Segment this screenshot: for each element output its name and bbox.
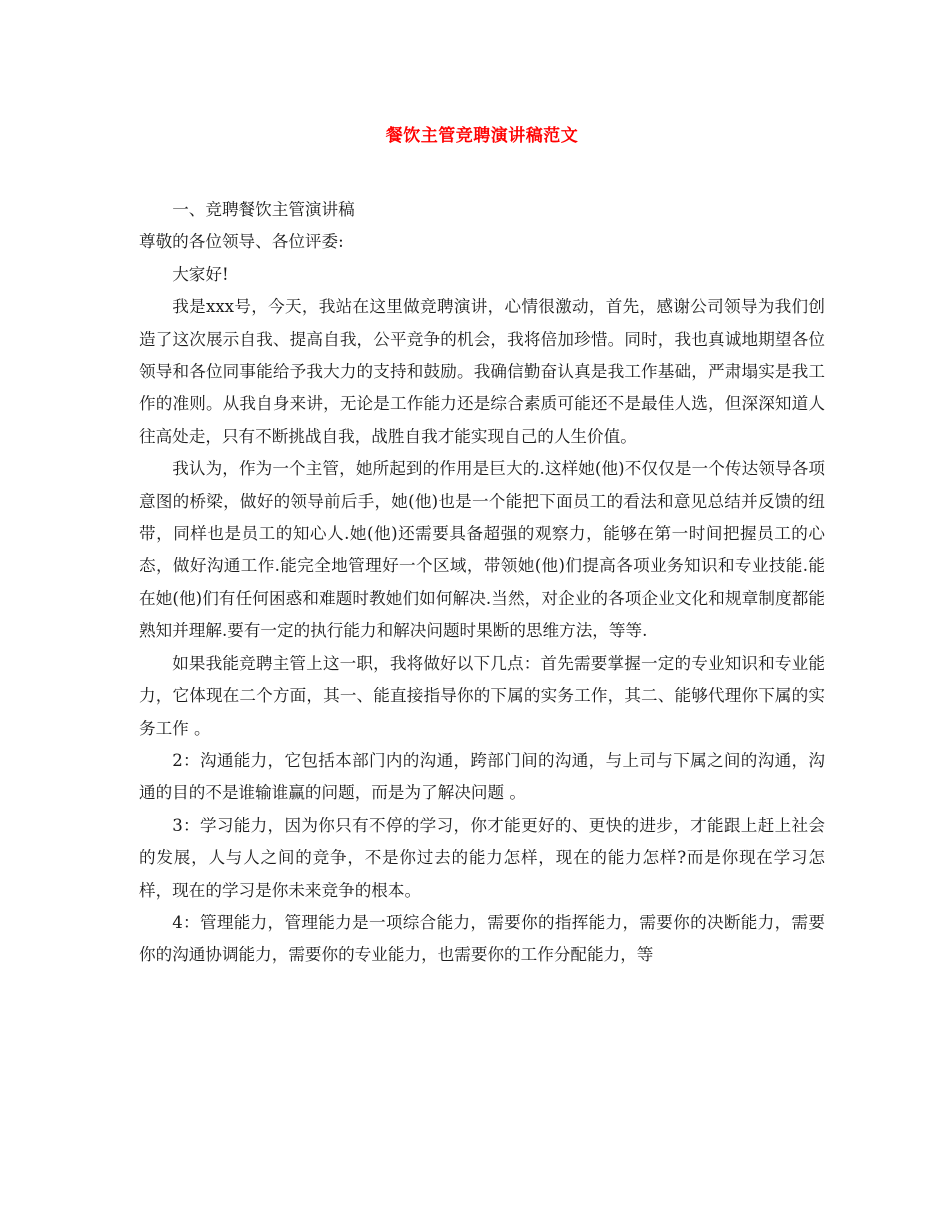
paragraph: 如果我能竞聘主管上这一职，我将做好以下几点：首先需要掌握一定的专业知识和专业能力，它体现在二个方面，其一、能直接指导你的下属的实务工作，其二、能够代理你下属的实务工作 。 [139, 653, 825, 738]
paragraph: 一、竞聘餐饮主管演讲稿 [172, 200, 355, 219]
paragraph: 我是xxx号，今天，我站在这里做竞聘演讲，心情很激动，首先，感谢公司领导为我们创造了这次展示自我、提高自我，公平竞争的机会，我将倍加珍惜。同时，我也真诚地期望各位领导和各位同事能给予我大力的支持和鼓励。我确信勤奋认真是我工作基础，严肃塌实是我工作的准则。从我自身来讲，无论是工作能力还是综合素质可能还不是最佳人选，但深深知道人往高处走，只有不断挑战自我，战胜自我才能实现自己的人生价值。 [139, 297, 825, 446]
document-body [139, 194, 825, 972]
paragraph: 2：沟通能力，它包括本部门内的沟通，跨部门间的沟通，与上司与下属之间的沟通，沟通的目的不是谁输谁赢的问题，而是为了解决问题 。 [139, 750, 825, 803]
paragraph: 4：管理能力，管理能力是一项综合能力，需要你的指挥能力，需要你的决断能力，需要你的沟通协调能力，需要你的专业能力，也需要你的工作分配能力，等 [139, 912, 825, 965]
paragraph: 尊敬的各位领导、各位评委: [139, 232, 344, 252]
paragraph: 3：学习能力，因为你只有不停的学习，你才能更好的、更快的进步，才能跟上赶上社会的发展，人与人之间的竞争，不是你过去的能力怎样，现在的能力怎样?而是你现在学习怎样，现在的学习是你未来竞争的根本。 [139, 815, 825, 900]
paragraph: 我认为，作为一个主管，她所起到的作用是巨大的.这样她(他)不仅仅是一个传达领导各项意图的桥梁，做好的领导前后手，她(他)也是一个能把下面员工的看法和意见总结并反馈的纽带，同样也是员工的知心人.她(他)还需要具备超强的观察力，能够在第一时间把握员工的心态，做好沟通工作.能完全地管理好一个区域，带领她(他)们提高各项业务知识和专业技能.能在她(他)们有任何困惑和难题时教她们如何解决.当然，对企业的各项企业文化和规章制度都能熟知并理解.要有一定的执行能力和解决问题时果断的思维方法，等等. [139, 459, 825, 641]
document-title: 餐饮主管竞聘演讲稿范文 [385, 126, 579, 146]
paragraph: 大家好! [172, 264, 229, 284]
